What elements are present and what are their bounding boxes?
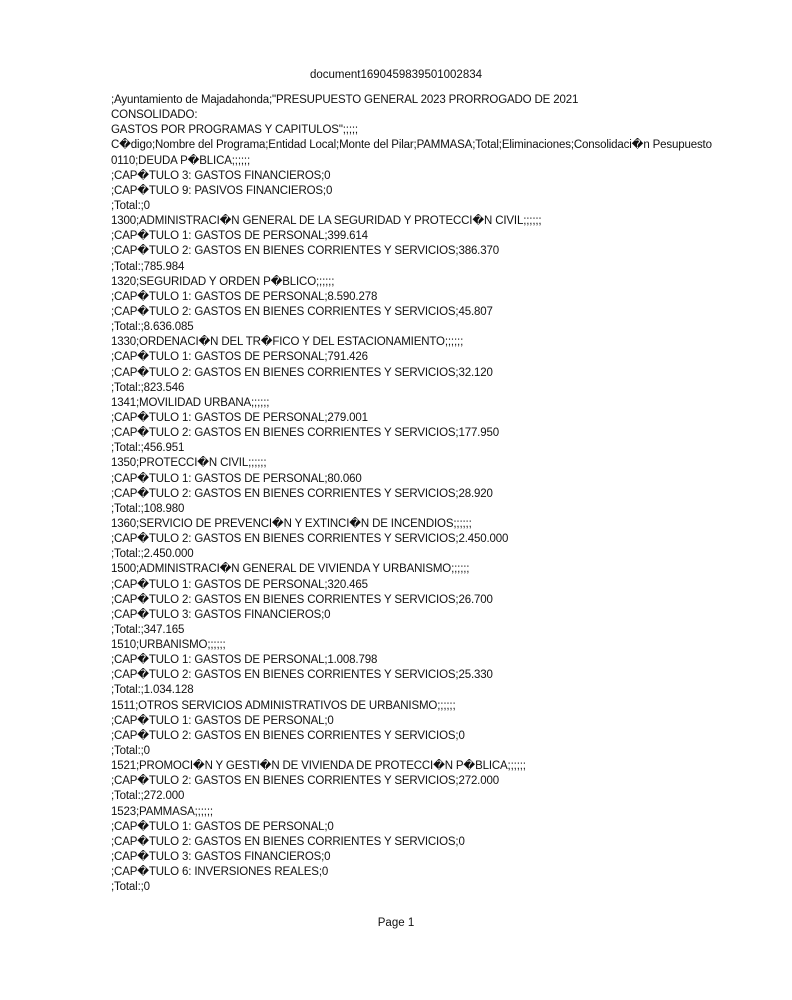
document-line: ;CAP�TULO 3: GASTOS FINANCIEROS;0 [111,169,331,182]
document-line: ;CAP�TULO 2: GASTOS EN BIENES CORRIENTES Y SERVICIOS;28.920 [111,487,493,500]
document-line: ;Total:;108.980 [111,502,185,515]
document-line: ;Total:;1.034.128 [111,684,194,697]
document-line: ;CAP�TULO 2: GASTOS EN BIENES CORRIENTES Y SERVICIOS;25.330 [111,669,493,682]
document-line: ;CAP�TULO 2: GASTOS EN BIENES CORRIENTES Y SERVICIOS;0 [111,729,465,742]
document-line: 1360;SERVICIO DE PREVENCI�N Y EXTINCI�N DE INCENDIOS;;;;;; [111,517,472,530]
document-line: 1511;OTROS SERVICIOS ADMINISTRATIVOS DE URBANISMO;;;;;; [111,699,456,712]
document-line: ;CAP�TULO 1: GASTOS DE PERSONAL;1.008.798 [111,654,378,667]
document-line: 1320;SEGURIDAD Y ORDEN P�BLICO;;;;;; [111,275,335,288]
document-line: ;CAP�TULO 3: GASTOS FINANCIEROS;0 [111,608,331,621]
document-line: ;Total:;2.450.000 [111,548,194,561]
document-line: 1300;ADMINISTRACI�N GENERAL DE LA SEGURIDAD Y PROTECCI�N CIVIL;;;;;; [111,215,542,228]
document-line: ;CAP�TULO 9: PASIVOS FINANCIEROS;0 [111,184,333,197]
document-line: CONSOLIDADO: [111,109,198,122]
document-line: ;CAP�TULO 1: GASTOS DE PERSONAL;0 [111,820,334,833]
document-line: ;Total:;0 [111,881,150,894]
document-line: 1510;URBANISMO;;;;;; [111,639,226,652]
document-line: ;CAP�TULO 6: INVERSIONES REALES;0 [111,866,329,879]
document-line: ;CAP�TULO 3: GASTOS FINANCIEROS;0 [111,851,331,864]
document-line: ;Total:;785.984 [111,260,185,273]
document-line: ;Total:;456.951 [111,442,185,455]
document-line: ;CAP�TULO 1: GASTOS DE PERSONAL;8.590.278 [111,290,378,303]
document-line: 1523;PAMMASA;;;;;; [111,805,213,818]
document-line: ;CAP�TULO 2: GASTOS EN BIENES CORRIENTES Y SERVICIOS;32.120 [111,366,493,379]
document-line: 1350;PROTECCI�N CIVIL;;;;;; [111,457,267,470]
document-line: ;CAP�TULO 1: GASTOS DE PERSONAL;320.465 [111,578,368,591]
document-line: ;CAP�TULO 2: GASTOS EN BIENES CORRIENTES Y SERVICIOS;177.950 [111,427,499,440]
document-line: ;Total:;347.165 [111,623,185,636]
document-line: ;CAP�TULO 1: GASTOS DE PERSONAL;80.060 [111,472,362,485]
page-number: Page 1 [377,917,415,929]
document-line: ;CAP�TULO 2: GASTOS EN BIENES CORRIENTES Y SERVICIOS;45.807 [111,305,493,318]
document-line: ;CAP�TULO 2: GASTOS EN BIENES CORRIENTES Y SERVICIOS;2.450.000 [111,533,509,546]
document-line: ;CAP�TULO 2: GASTOS EN BIENES CORRIENTES Y SERVICIOS;26.700 [111,593,493,606]
document-line: ;CAP�TULO 2: GASTOS EN BIENES CORRIENTES Y SERVICIOS;272.000 [111,775,499,788]
document-line: ;CAP�TULO 1: GASTOS DE PERSONAL;791.426 [111,351,368,364]
document-line: ;Total:;8.636.085 [111,321,194,334]
document-line: 1330;ORDENACI�N DEL TR�FICO Y DEL ESTACIONAMIENTO;;;;;; [111,336,464,349]
document-line: C�digo;Nombre del Programa;Entidad Local;Monte del Pilar;PAMMASA;Total;Eliminaciones;Consolidaci�n Pesupuesto [111,139,712,152]
document-line: ;Total:;823.546 [111,381,185,394]
document-line: ;Ayuntamiento de Majadahonda;"PRESUPUESTO GENERAL 2023 PRORROGADO DE 2021 [111,94,579,106]
document-line: 0110;DEUDA P�BLICA;;;;;; [111,154,251,167]
document-title: document1690459839501002834 [309,69,483,81]
document-body [111,93,787,895]
document-line: 1500;ADMINISTRACI�N GENERAL DE VIVIENDA Y URBANISMO;;;;;; [111,563,470,576]
document-line: ;CAP�TULO 1: GASTOS DE PERSONAL;399.614 [111,230,368,243]
document-line: GASTOS POR PROGRAMAS Y CAPITULOS";;;;; [111,124,358,137]
document-line: ;CAP�TULO 2: GASTOS EN BIENES CORRIENTES Y SERVICIOS;0 [111,835,465,848]
document-line: ;Total:;0 [111,199,150,212]
document-line: ;Total:;0 [111,745,150,758]
document-line: 1341;MOVILIDAD URBANA;;;;;; [111,396,270,409]
document-line: 1521;PROMOCI�N Y GESTI�N DE VIVIENDA DE PROTECCI�N P�BLICA;;;;;; [111,760,526,773]
document-line: ;CAP�TULO 1: GASTOS DE PERSONAL;279.001 [111,411,368,424]
document-line: ;Total:;272.000 [111,790,185,803]
document-line: ;CAP�TULO 1: GASTOS DE PERSONAL;0 [111,714,334,727]
document-line: ;CAP�TULO 2: GASTOS EN BIENES CORRIENTES Y SERVICIOS;386.370 [111,245,499,258]
